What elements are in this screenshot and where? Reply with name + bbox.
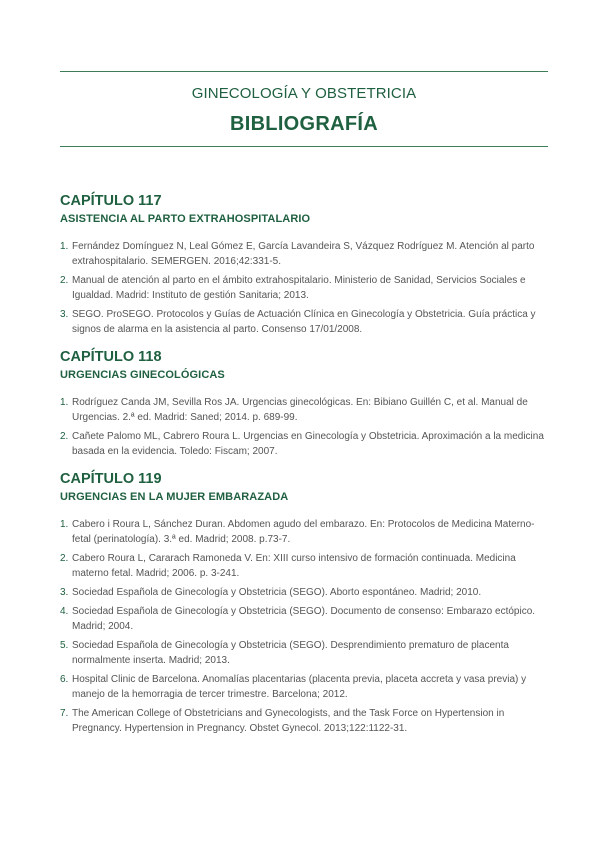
header-bottom-rule [60, 146, 548, 147]
reference-text: Sociedad Española de Ginecología y Obstetricia (SEGO). Documento de consenso: Embarazo ectópico. Madrid; 2004. [72, 606, 536, 632]
bibliography-content [60, 192, 550, 747]
page-title: BIBLIOGRAFÍA [229, 113, 379, 135]
reference-text: Rodríguez Canda JM, Sevilla Ros JA. Urgencias ginecológicas. En: Bibiano Guillén C, et al. Manual de Urgencias. 2.ª ed. Madrid: Saned; 2014. p. 689-99. [72, 397, 528, 423]
reference-list [60, 395, 550, 459]
reference-number: 7. [60, 708, 69, 719]
reference-number: 1. [60, 519, 69, 530]
reference-number: 5. [60, 640, 69, 651]
reference-item [60, 273, 550, 303]
reference-number: 6. [60, 674, 69, 685]
reference-item [60, 551, 550, 581]
chapter-title: URGENCIAS GINECOLÓGICAS [60, 369, 225, 381]
header-top-rule [60, 71, 548, 72]
reference-item [60, 638, 550, 668]
chapter-117 [60, 192, 550, 337]
chapter-title: ASISTENCIA AL PARTO EXTRAHOSPITALARIO [60, 213, 311, 225]
reference-item [60, 604, 550, 634]
reference-item [60, 429, 550, 459]
reference-item [60, 585, 550, 600]
reference-number: 2. [60, 275, 69, 286]
reference-text: Fernández Domínguez N, Leal Gómez E, García Lavandeira S, Vázquez Rodríguez M. Atención al parto extrahospitalario. SEMERGEN. 2016;42:331-5. [72, 241, 535, 267]
chapter-119 [60, 470, 550, 736]
reference-text: Cañete Palomo ML, Cabrero Roura L. Urgencias en Ginecología y Obstetricia. Aproximación a la medicina basada en la evidencia. Toledo: Fiscam; 2007. [72, 431, 544, 457]
reference-text: Sociedad Española de Ginecología y Obstetricia (SEGO). Aborto espontáneo. Madrid; 2010. [72, 587, 482, 598]
reference-text: Cabero i Roura L, Sánchez Duran. Abdomen agudo del embarazo. En: Protocolos de Medicina Materno-fetal (perinatología). 3.ª ed. Madrid; 2008. p.73-7. [72, 519, 535, 545]
reference-item [60, 672, 550, 702]
reference-number: 3. [60, 587, 69, 598]
reference-item [60, 239, 550, 269]
reference-item [60, 307, 550, 337]
reference-text: Manual de atención al parto en el ámbito extrahospitalario. Ministerio de Sanidad, Servicios Sociales e Igualdad. Madrid: Instituto de gestión Sanitaria; 2013. [72, 275, 526, 301]
reference-list [60, 239, 550, 337]
reference-list [60, 517, 550, 736]
section-heading: GINECOLOGÍA Y OBSTETRICIA [191, 85, 417, 102]
chapter-number: CAPÍTULO 119 [60, 471, 162, 487]
chapter-number: CAPÍTULO 118 [60, 349, 162, 365]
reference-text: SEGO. ProSEGO. Protocolos y Guías de Actuación Clínica en Ginecología y Obstetricia. Guía práctica y signos de alarma en la asistencia al parto. Consenso 17/01/2008. [72, 309, 536, 335]
reference-number: 1. [60, 397, 69, 408]
chapter-title: URGENCIAS EN LA MUJER EMBARAZADA [60, 491, 289, 503]
reference-item [60, 395, 550, 425]
reference-text: Sociedad Española de Ginecología y Obstetricia (SEGO). Desprendimiento prematuro de placenta normalmente inserta. Madrid; 2013. [72, 640, 509, 666]
reference-item [60, 706, 550, 736]
reference-text: The American College of Obstetricians and Gynecologists, and the Task Force on Hypertension in Pregnancy. Hypertension in Pregnancy. Obstet Gynecol. 2013;122:1122-31. [72, 708, 505, 734]
reference-item [60, 517, 550, 547]
reference-number: 2. [60, 553, 69, 564]
reference-number: 1. [60, 241, 69, 252]
reference-number: 3. [60, 309, 69, 320]
reference-text: Cabero Roura L, Cararach Ramoneda V. En: XIII curso intensivo de formación continuada. Medicina materno fetal. Madrid; 2006. p. 3-241. [72, 553, 516, 579]
chapter-number: CAPÍTULO 117 [60, 193, 162, 209]
reference-number: 4. [60, 606, 69, 617]
reference-number: 2. [60, 431, 69, 442]
chapter-118 [60, 348, 550, 459]
reference-text: Hospital Clinic de Barcelona. Anomalías placentarias (placenta previa, placeta accreta y vasa previa) y manejo de la hemorragia de tercer trimestre. Barcelona; 2012. [72, 674, 527, 700]
